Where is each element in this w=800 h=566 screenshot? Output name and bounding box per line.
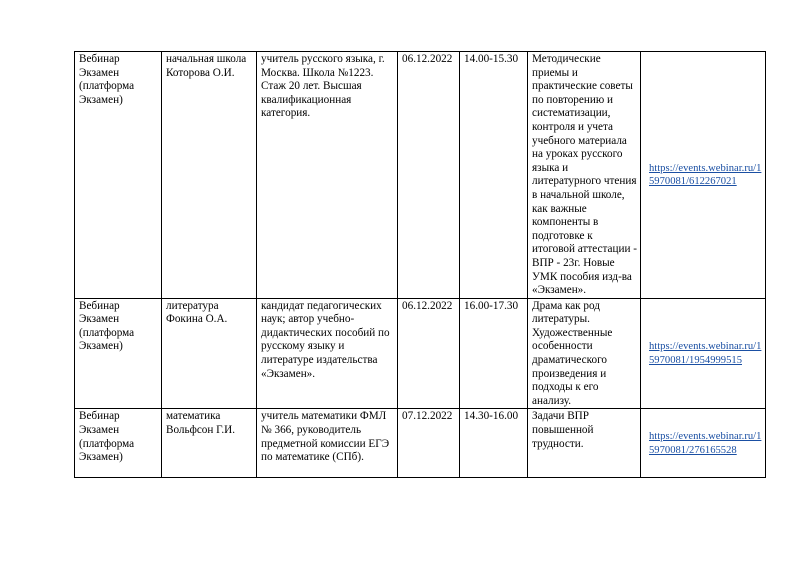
webinar-schedule-table — [74, 51, 766, 478]
format-cell: Вебинар Экзамен (платформа Экзамен) — [75, 409, 162, 478]
link-cell — [641, 409, 766, 478]
webinar-link[interactable]: https://events.webinar.ru/15970081/1954999515 — [649, 341, 762, 367]
speaker-info-cell: учитель русского языка, г. Москва. Школа №1223. Стаж 20 лет. Высшая квалификационная категория. — [257, 52, 398, 299]
subject-speaker-cell: начальная школа Которова О.И. — [162, 52, 257, 299]
speaker-info-cell: учитель математики ФМЛ № 366, руководитель предметной комиссии ЕГЭ по математике (СПб). — [257, 409, 398, 478]
link-cell — [641, 52, 766, 299]
format-cell: Вебинар Экзамен (платформа Экзамен) — [75, 52, 162, 299]
speaker-info-cell: кандидат педагогических наук; автор учебно-дидактических пособий по русскому языку и литературе издательства «Экзамен». — [257, 298, 398, 409]
date-cell: 07.12.2022 — [398, 409, 460, 478]
table-row — [75, 298, 766, 409]
table-row — [75, 409, 766, 478]
topic-cell: Методические приемы и практические советы по повторению и систематизации, контроля и учета учебного материала на уроках русского языка и литературного чтения в начальной школе, как важные компоненты в подготовке к итоговой аттестации - ВПР - 23г. Новые УМК пособия изд-ва «Экзамен». — [528, 52, 641, 299]
date-cell: 06.12.2022 — [398, 52, 460, 299]
subject-speaker-cell: литература Фокина О.А. — [162, 298, 257, 409]
webinar-link[interactable]: https://events.webinar.ru/15970081/276165528 — [649, 431, 762, 456]
time-cell: 16.00-17.30 — [460, 298, 528, 409]
link-cell — [641, 298, 766, 409]
time-cell: 14.30-16.00 — [460, 409, 528, 478]
table-row — [75, 52, 766, 299]
time-cell: 14.00-15.30 — [460, 52, 528, 299]
topic-cell: Задачи ВПР повышенной трудности. — [528, 409, 641, 478]
date-cell: 06.12.2022 — [398, 298, 460, 409]
webinar-link[interactable]: https://events.webinar.ru/15970081/612267021 — [649, 162, 762, 188]
subject-speaker-cell: математика Вольфсон Г.И. — [162, 409, 257, 478]
topic-cell: Драма как род литературы. Художественные особенности драматического произведения и подходы к его анализу. — [528, 298, 641, 409]
format-cell: Вебинар Экзамен (платформа Экзамен) — [75, 298, 162, 409]
